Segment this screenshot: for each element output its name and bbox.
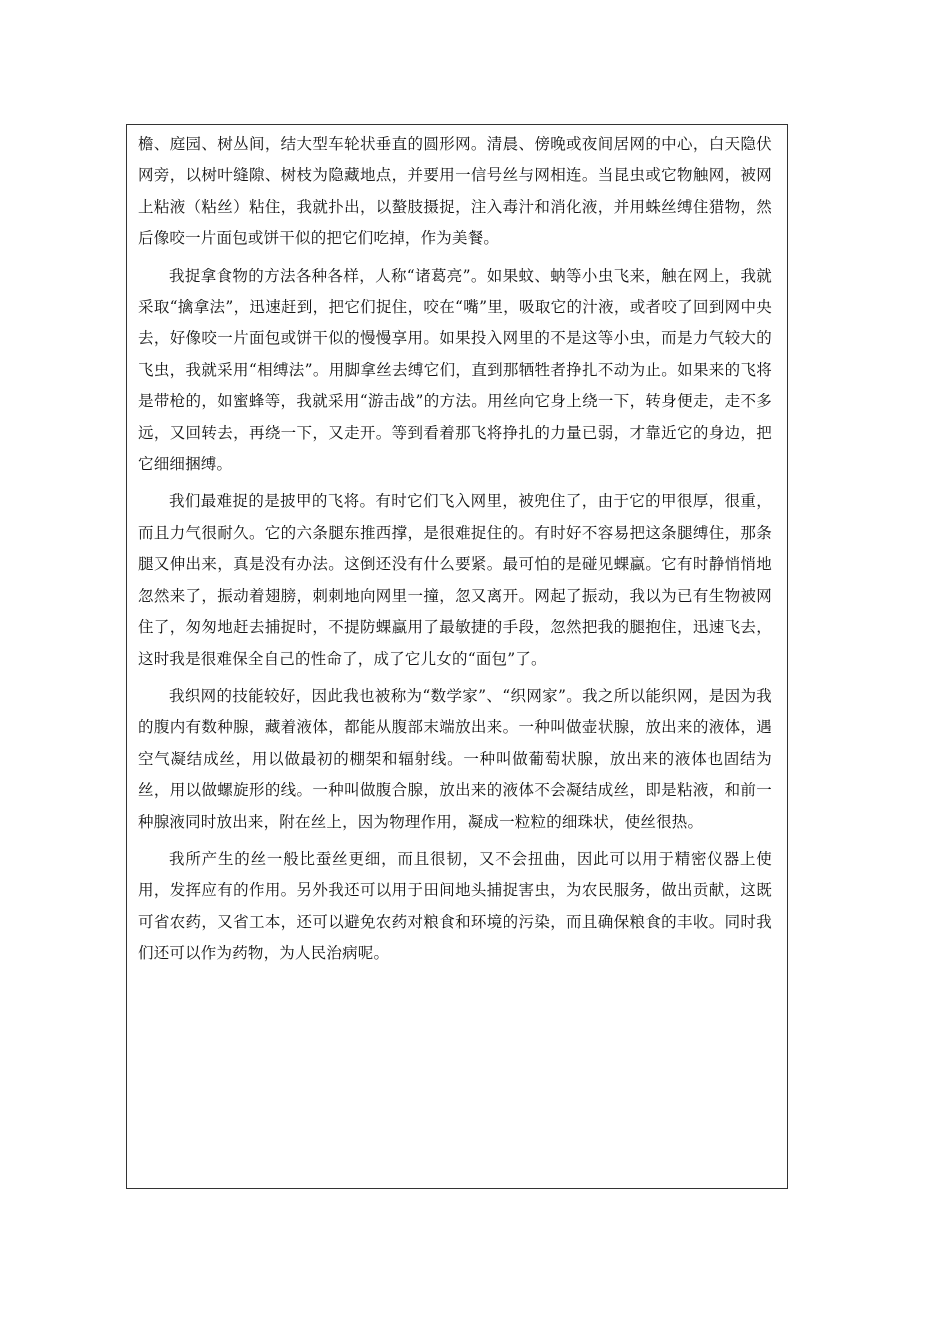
paragraph-5: 我所产生的丝一般比蚕丝更细，而且很韧，又不会扭曲，因此可以用于精密仪器上使用，发挥应有的作用。另外我还可以用于田间地头捕捉害虫，为农民服务，做出贡献，这既可省农药，又省工本，还可以避免农药对粮食和环境的污染，而且确保粮食的丰收。同时我们还可以作为药物，为人民治病呢。 [138,849,772,963]
paragraph-3: 我们最难捉的是披甲的飞将。有时它们飞入网里，被兜住了，由于它的甲很厚，很重，而且力气很耐久。它的六条腿东推西撑，是很难捉住的。有时好不容易把这条腿缚住，那条腿又伸出来，真是没有办法。这倒还没有什么要紧。最可怕的是碰见蜾蠃。它有时静悄悄地忽然来了，振动着翅膀，刺刺地向网里一撞，忽又离开。网起了振动，我以为已有生物被网住了，匆匆地赶去捕捉时，不提防蜾蠃用了最敏捷的手段，忽然把我的腿抱住，迅速飞去，这时我是很难保全自己的性命了，成了它儿女的“面包”了。 [138,492,772,668]
text-frame [126,124,788,1189]
paragraph-1: 檐、庭园、树丛间，结大型车轮状垂直的圆形网。清晨、傍晚或夜间居网的中心，白天隐伏网旁，以树叶缝隙、树枝为隐藏地点，并要用一信号丝与网相连。当昆虫或它物触网，被网上粘液（粘丝）粘住，我就扑出，以螯肢摄捉，注入毒汁和消化液，并用蛛丝缚住猎物，然后像咬一片面包或饼干似的把它们吃掉，作为美餐。 [138,135,772,248]
paragraph-2: 我捉拿食物的方法各种各样，人称“诸葛亮”。如果蚊、蚋等小虫飞来，触在网上，我就采取“擒拿法”，迅速赶到，把它们捉住，咬在“嘴”里，吸取它的汁液，或者咬了回到网中央去，好像咬一片面包或饼干似的慢慢享用。如果投入网里的不是这等小虫，而是力气较大的飞虫，我就采用“相缚法”。用脚拿丝去缚它们，直到那牺牲者挣扎不动为止。如果来的飞将是带枪的，如蜜蜂等，我就采用“游击战”的方法。用丝向它身上绕一下，转身便走，走不多远，又回转去，再绕一下，又走开。等到看着那飞将挣扎的力量已弱，才靠近它的身边，把它细细捆缚。 [138,266,772,474]
paragraph-4: 我织网的技能较好，因此我也被称为“数学家”、“织网家”。我之所以能织网，是因为我的腹内有数种腺，藏着液体，都能从腹部末端放出来。一种叫做壶状腺，放出来的液体，遇空气凝结成丝，用以做最初的棚架和辐射线。一种叫做葡萄状腺，放出来的液体也固结为丝，用以做螺旋形的线。一种叫做腹合腺，放出来的液体不会凝结成丝，即是粘液，和前一种腺液同时放出来，附在丝上，因为物理作用，凝成一粒粒的细珠状，使丝很热。 [138,686,772,831]
